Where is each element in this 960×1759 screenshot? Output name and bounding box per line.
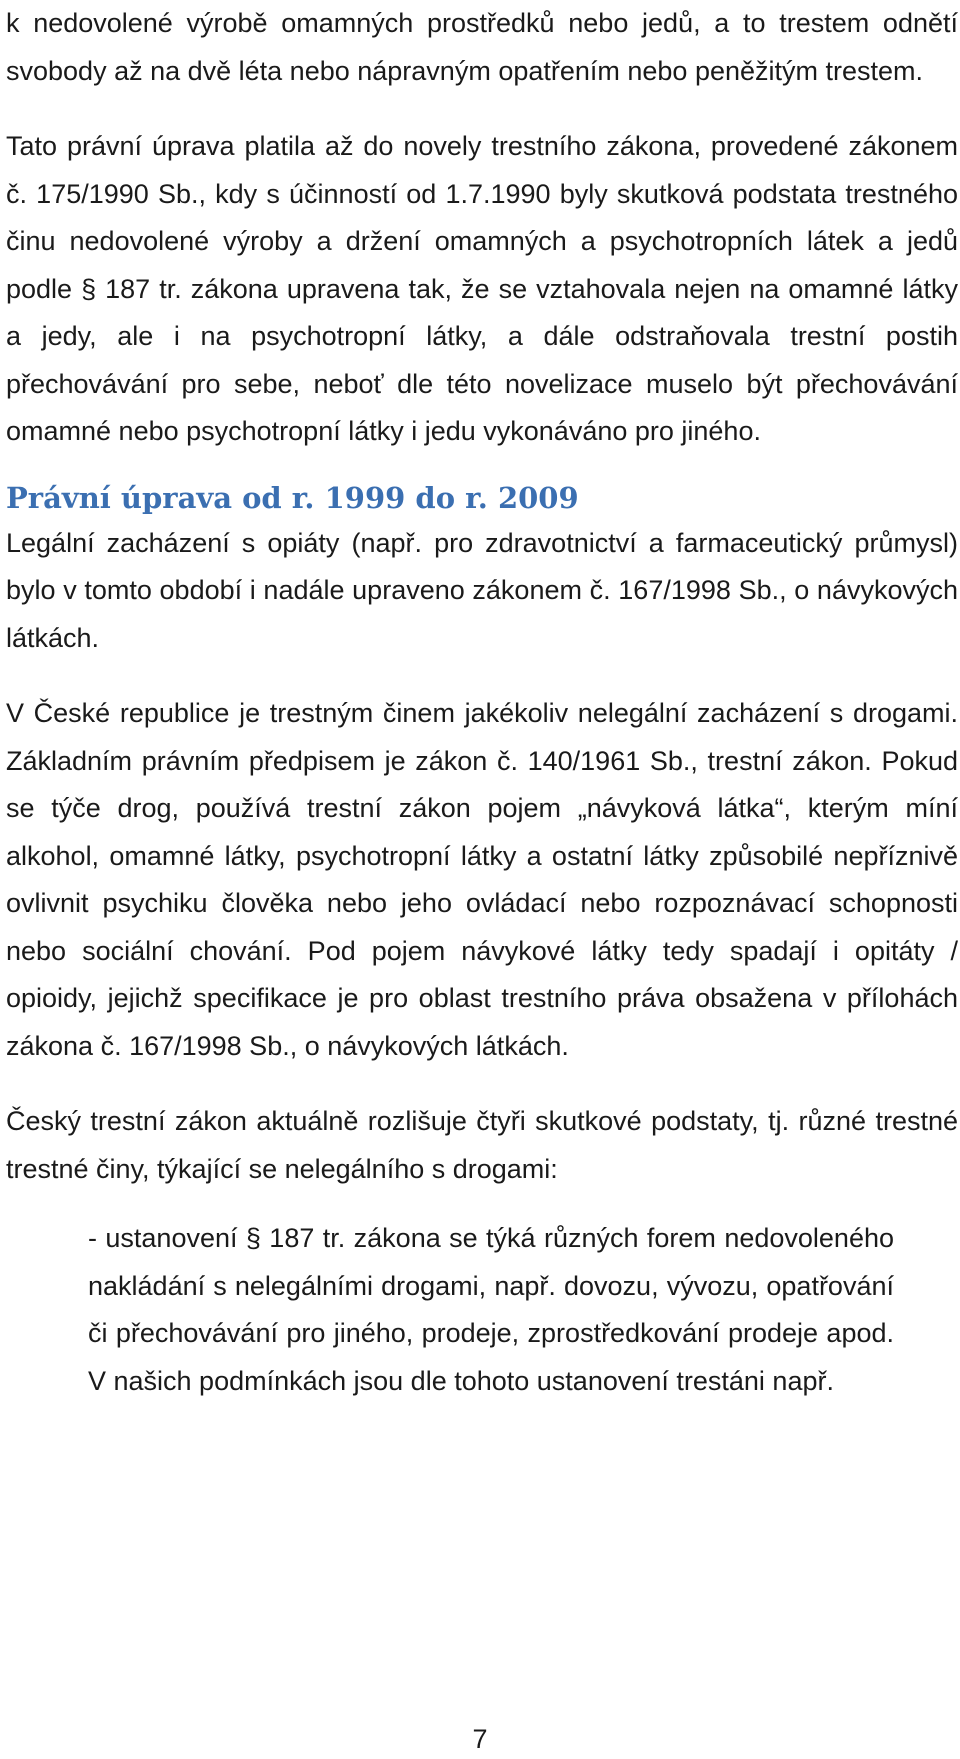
paragraph-four-offences: Český trestní zákon aktuálně rozlišuje čtyři skutkové podstaty, tj. různé trestné trestné činy, týkající se nelegálního s drogami: [6, 1106, 958, 1184]
paragraph-legal-handling: Legální zacházení s opiáty (např. pro zdravotnictví a farmaceutický průmysl) bylo v tomto období i nadále upraveno zákonem č. 167/1998 Sb., o návykových látkách. [6, 527, 958, 653]
page-number: 7 [472, 1724, 488, 1754]
paragraph-continuation: k nedovolené výrobě omamných prostředků nebo jedů, a to trestem odnětí svobody až na dvě léta nebo nápravným opatřením nebo peněžitým trestem. [6, 8, 958, 86]
section-heading: Právní úprava od r. 1999 do r. 2009 [6, 480, 579, 515]
paragraph-novela-1990: Tato právní úprava platila až do novely trestního zákona, provedené zákonem č. 175/1990 Sb., kdy s účinností od 1.7.1990 byly skutková podstata trestného činu nedovolené výroby a držení omamných a psychotropních látek a jedů podle § 187 tr. zákona upravena tak, že se vztahovala nejen na omamné látky a jedy, ale i na psychotropní látky, a dále odstraňovala trestní postih přechovávání pro sebe, neboť dle této novelizace muselo být přechovávání omamné nebo psychotropní látky i jedu vykonáváno pro jiného. [6, 131, 958, 446]
page-body [6, 0, 958, 1405]
paragraph-czech-criminal-law: V České republice je trestným činem jakékoliv nelegální zacházení s drogami. Základním právním předpisem je zákon č. 140/1961 Sb., trestní zákon. Pokud se týče drog, používá trestní zákon pojem „návyková látka“, kterým míní alkohol, omamné látky, psychotropní látky a ostatní látky způsobilé nepříznivě ovlivnit psychiku člověka nebo jeho ovládací nebo rozpoznávací schopnosti nebo sociální chování. Pod pojem návykové látky tedy spadají i opitáty / opioidy, jejichž specifikace je pro oblast trestního práva obsažena v přílohách zákona č. 167/1998 Sb., o návykových látkách. [6, 698, 958, 1061]
list-item-section-187: - ustanovení § 187 tr. zákona se týká různých forem nedovoleného nakládání s nelegálními drogami, např. dovozu, vývozu, opatřování či přechovávání pro jiného, prodeje, zprostředkování prodeje apod. V našich podmínkách jsou dle tohoto ustanovení trestáni např. [88, 1223, 894, 1396]
